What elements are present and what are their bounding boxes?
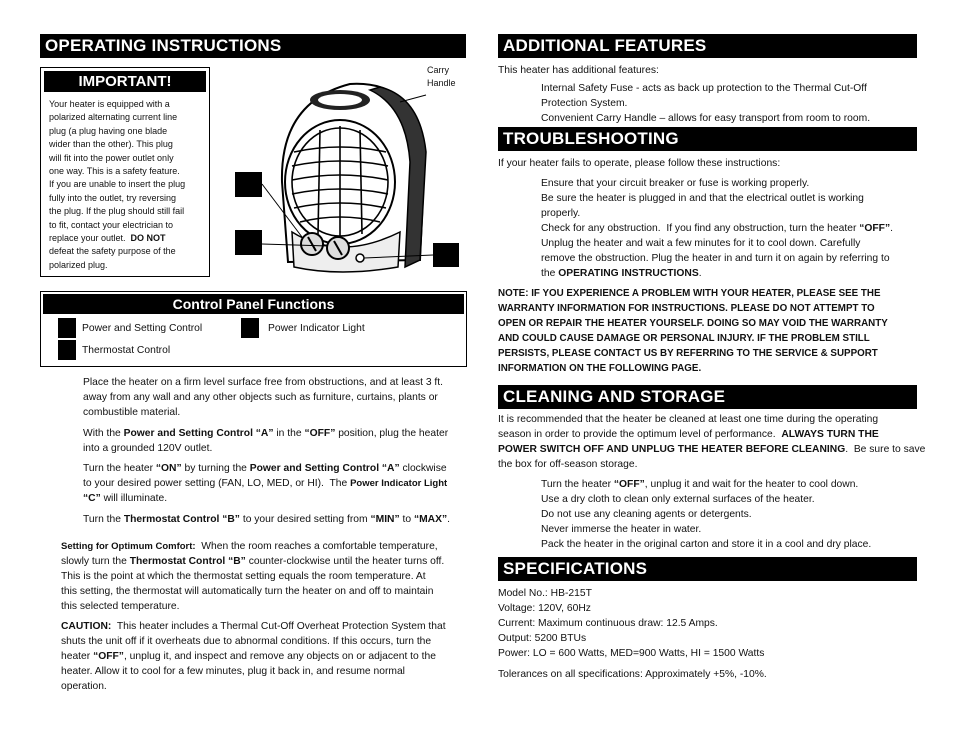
caution-paragraph: CAUTION: This heater includes a Thermal Cut-Off Overheat Protection System that shuts the unit off if it overheats due to abnormal conditions. If this occurs, turn the heater “OFF”, unplug it, and inspect and remove any objects on or adjacent to the heater. Allow it to cool for a few minutes, plug it back in, and resume normal operation. <box>61 621 446 692</box>
important-box <box>40 67 210 277</box>
step-3: Turn the heater “ON” by turning the Power and Setting Control “A” clockwise to your desired power setting (FAN, LO, MED, or HI). The Power Indicator Light “C” will illuminate. <box>83 463 448 504</box>
callout-a-square <box>58 318 76 338</box>
carry-label-line: Carry <box>427 65 449 75</box>
important-line: Your heater is equipped with a <box>49 99 170 109</box>
control-item-a: Power and Setting Control <box>82 323 203 334</box>
cleaning-storage-header: CLEANING AND STORAGE <box>498 385 917 409</box>
specifications-header: SPECIFICATIONS <box>498 557 917 581</box>
callout-b-square <box>58 340 76 360</box>
operating-instructions-header: OPERATING INSTRUCTIONS <box>40 34 466 58</box>
control-item-c: Power Indicator Light <box>268 323 365 334</box>
step-4: Turn the Thermostat Control “B” to your desired setting from “MIN” to “MAX”. <box>83 514 451 525</box>
heater-illustration <box>230 62 470 277</box>
step-line: Place the heater on a firm level surface free from obstructions, and at least 3 ft. <box>83 377 443 388</box>
additional-intro: This heater has additional features: <box>498 65 659 76</box>
step-line: combustible material. <box>83 407 181 418</box>
important-line: wider than the other). This plug <box>49 139 173 150</box>
important-line: polarized alternating current line <box>49 112 178 123</box>
control-panel-box <box>40 291 467 367</box>
important-line: fully into the outlet, try reversing <box>49 192 177 203</box>
step-line: away from any wall and any other objects such as furniture, curtains, plants or <box>83 392 438 403</box>
control-item-b: Thermostat Control <box>82 345 171 356</box>
important-text <box>49 98 209 272</box>
additional-features-header: ADDITIONAL FEATURES <box>498 34 917 58</box>
cleaning-intro: It is recommended that the heater be cleaned at least one time during the operating season in order to provide the optimum level of performance. ALWAYS TURN THE POWER SWITCH OFF AND UNPLUG THE HEATER BEFORE CLEANING. Be sure to save the box for off-season storage. <box>498 414 926 470</box>
handle-label-line: Handle <box>427 78 456 88</box>
important-line: will fit into the power outlet only <box>49 152 174 163</box>
important-line: replace your outlet. DO NOT <box>49 233 166 244</box>
control-panel-title: Control Panel Functions <box>43 294 464 314</box>
comfort-paragraph: Setting for Optimum Comfort: When the room reaches a comfortable temperature, slowly turn the Thermostat Control “B” counter-clockwise until the heater turns off. This is the point at which the thermostat setting equals the room temperature. At this setting, the thermostat will automatically turn the heater on and off to maintain this selected temperature. <box>61 541 445 612</box>
important-title: IMPORTANT! <box>44 71 206 92</box>
step-2: With the Power and Setting Control “A” in the “OFF” position, plug the heater into a grounded 120V outlet. <box>83 428 449 454</box>
troubleshooting-intro: If your heater fails to operate, please follow these instructions: <box>498 158 781 169</box>
troubleshooting-note: NOTE: IF YOU EXPERIENCE A PROBLEM WITH YOUR HEATER, PLEASE SEE THE WARRANTY INFORMATION FOR INSTRUCTIONS. PLEASE DO NOT ATTEMPT TO OPEN OR REPAIR THE HEATER YOURSELF. DOING SO MAY VOID THE WARRANTY AND COULD CAUSE DAMAGE OR PERSONAL INJURY. IF THE PROBLEM STILL PERSISTS, PLEASE CONTACT US BY REFERRING TO THE SERVICE & SUPPORT INFORMATION ON THE FOLLOWING PAGE. <box>498 288 888 374</box>
important-line: the plug. If the plug should still fail <box>49 206 185 217</box>
callout-c-square <box>241 318 259 338</box>
cleaning-list: Turn the heater “OFF”, unplug it and wait for the heater to cool down. Use a dry cloth to clean only external surfaces of the heater. Do not use any cleaning agents or detergents. Never immerse the heater in water. Pack the heater in the original carton and store it in a cool and dry place. <box>541 479 872 550</box>
important-line: If you are unable to insert the plug <box>49 179 186 190</box>
important-line: polarized plug. <box>49 259 108 270</box>
important-line: one way. This is a safety feature. <box>49 166 180 177</box>
important-line: to fit, contact your electrician to <box>49 219 174 230</box>
troubleshooting-header: TROUBLESHOOTING <box>498 127 917 151</box>
specifications-list: Model No.: HB-215T Voltage: 120V, 60Hz Current: Maximum continuous draw: 12.5 Amps. Output: 5200 BTUs Power: LO = 600 Watts, MED=900 Watts, HI = 1500 Watts <box>498 588 765 659</box>
important-line: plug (a plug having one blade <box>49 125 168 136</box>
step-1 <box>83 375 443 420</box>
additional-features-list: Internal Safety Fuse - acts as back up protection to the Thermal Cut-Off Protection System. Convenient Carry Handle – allows for easy transport from room to room. <box>541 83 871 124</box>
troubleshooting-list: Ensure that your circuit breaker or fuse is working properly. Be sure the heater is plugged in and that the electrical outlet is working properly. Check for any obstruction. If you find any obstruction, turn the heater “OFF”. Unplug the heater and wait a few minutes for it to cool down. Carefully remove the obstruction. Plug the heater in and turn it on again by referring to the OPERATING INSTRUCTIONS. <box>541 178 893 279</box>
important-line: defeat the safety purpose of the <box>49 246 176 257</box>
specifications-tolerance: Tolerances on all specifications: Approximately +5%, -10%. <box>498 669 767 680</box>
carry-handle-label <box>427 64 456 90</box>
